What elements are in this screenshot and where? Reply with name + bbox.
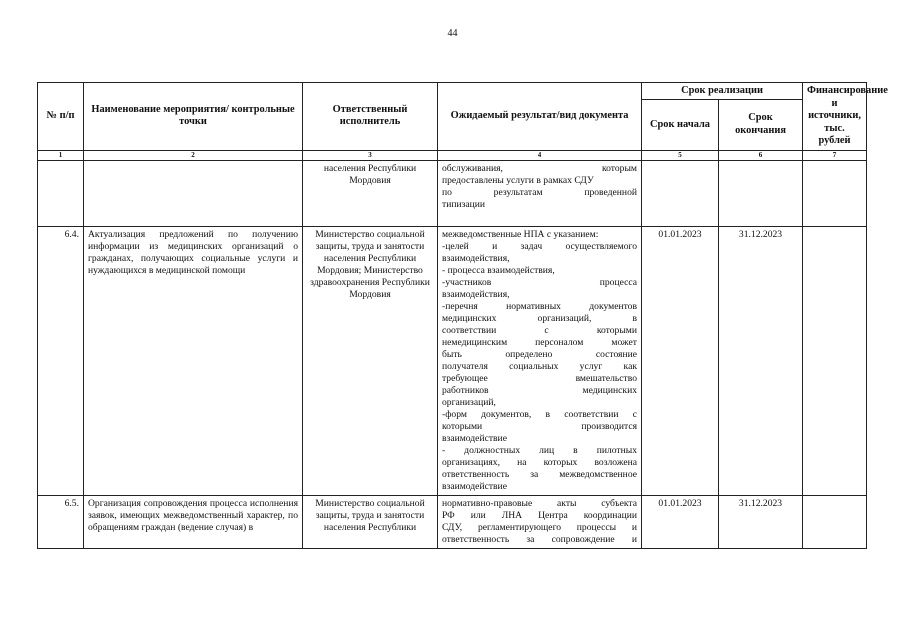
header-num: № п/п — [38, 83, 84, 151]
row-number: 6.5. — [38, 495, 84, 548]
header-name: Наименование мероприятия/ контрольные точки — [84, 83, 303, 151]
result-line: СДУ, регламентирующего процессы и — [442, 521, 637, 533]
start-date — [642, 160, 719, 226]
result-cell — [438, 226, 642, 495]
executor-cell: Министерство социальной защиты, труда и занятости населения Республики — [303, 495, 438, 548]
table-row — [38, 495, 867, 548]
result-line: -участников процесса — [442, 276, 637, 288]
table-row — [38, 160, 867, 226]
event-name — [84, 160, 303, 226]
row-number — [38, 160, 84, 226]
page-number: 44 — [447, 28, 458, 39]
header-row-1 — [38, 83, 867, 100]
result-line: типизации — [442, 198, 486, 210]
result-line: взаимодействия, — [442, 252, 510, 264]
header-end: Срок окончания — [719, 100, 803, 150]
result-line: взаимодействие — [442, 480, 507, 492]
result-cell — [438, 160, 642, 226]
header-finance: Финансирование и источники, тыс. рублей — [803, 83, 867, 151]
result-line: по результатам проведенной — [442, 186, 637, 198]
result-line: предоставлены услуги в рамках СДУ — [442, 174, 594, 186]
result-line: которыми производится — [442, 420, 637, 432]
result-line: взаимодействия, — [442, 288, 510, 300]
result-line: организациях, на которых возложена — [442, 456, 637, 468]
finance-cell — [803, 495, 867, 548]
start-date: 01.01.2023 — [642, 495, 719, 548]
event-name: Организация сопровождения процесса исполнения заявок, имеющих межведомственный характер, по обращениям граждан (ведение случая) в — [84, 495, 303, 548]
col-number: 4 — [438, 150, 642, 160]
result-line: требующее вмешательство — [442, 372, 637, 384]
events-table — [37, 82, 888, 549]
col-number: 1 — [38, 150, 84, 160]
result-line: -форм документов, в соответствии с — [442, 408, 637, 420]
result-line: медицинских организаций, в — [442, 312, 637, 324]
result-line: ответственность за межведомственное — [442, 468, 637, 480]
col-number: 3 — [303, 150, 438, 160]
finance-cell — [803, 160, 867, 226]
col-number: 2 — [84, 150, 303, 160]
end-date: 31.12.2023 — [719, 495, 803, 548]
column-numbers-row — [38, 150, 867, 160]
result-line: -перечня нормативных документов — [442, 300, 637, 312]
result-line: межведомственные НПА с указанием: — [442, 228, 599, 240]
start-date: 01.01.2023 — [642, 226, 719, 495]
result-line: немедицинским персоналом может — [442, 336, 637, 348]
result-cell — [438, 495, 642, 548]
result-line: работников медицинских — [442, 384, 637, 396]
result-line: - процесса взаимодействия, — [442, 264, 555, 276]
table-row — [38, 226, 867, 495]
col-number: 6 — [719, 150, 803, 160]
result-line: получателя социальных услуг как — [442, 360, 637, 372]
result-line: организаций, — [442, 396, 496, 408]
result-line: обслуживания, которым — [442, 162, 637, 174]
result-line: нормативно-правовые акты субъекта — [442, 497, 637, 509]
event-name: Актуализация предложений по получению информации из медицинских организаций о гражданах, получающих социальные услуги и нуждающихся в медицинской помощи — [84, 226, 303, 495]
end-date: 31.12.2023 — [719, 226, 803, 495]
end-date — [719, 160, 803, 226]
result-line: быть определено состояние — [442, 348, 637, 360]
col-number: 7 — [803, 150, 867, 160]
row-number: 6.4. — [38, 226, 84, 495]
result-line: соответствии с которыми — [442, 324, 637, 336]
header-executor: Ответственный исполнитель — [303, 83, 438, 151]
executor-cell: Министерство социальной защиты, труда и занятости населения Республики Мордовия; Министерство здравоохранения Республики Мордовия — [303, 226, 438, 495]
result-line: - должностных лиц в пилотных — [442, 444, 637, 456]
finance-cell — [803, 226, 867, 495]
col-number: 5 — [642, 150, 719, 160]
result-line: РФ или ЛНА Центра координации — [442, 509, 637, 521]
result-line: ответственность за сопровождение и — [442, 533, 637, 545]
header-start: Срок начала — [642, 100, 719, 150]
header-period: Срок реализации — [642, 83, 803, 100]
executor-cell: населения Республики Мордовия — [303, 160, 438, 226]
header-result: Ожидаемый результат/вид документа — [438, 83, 642, 151]
result-line: взаимодействие — [442, 432, 507, 444]
result-line: -целей и задач осуществляемого — [442, 240, 637, 252]
